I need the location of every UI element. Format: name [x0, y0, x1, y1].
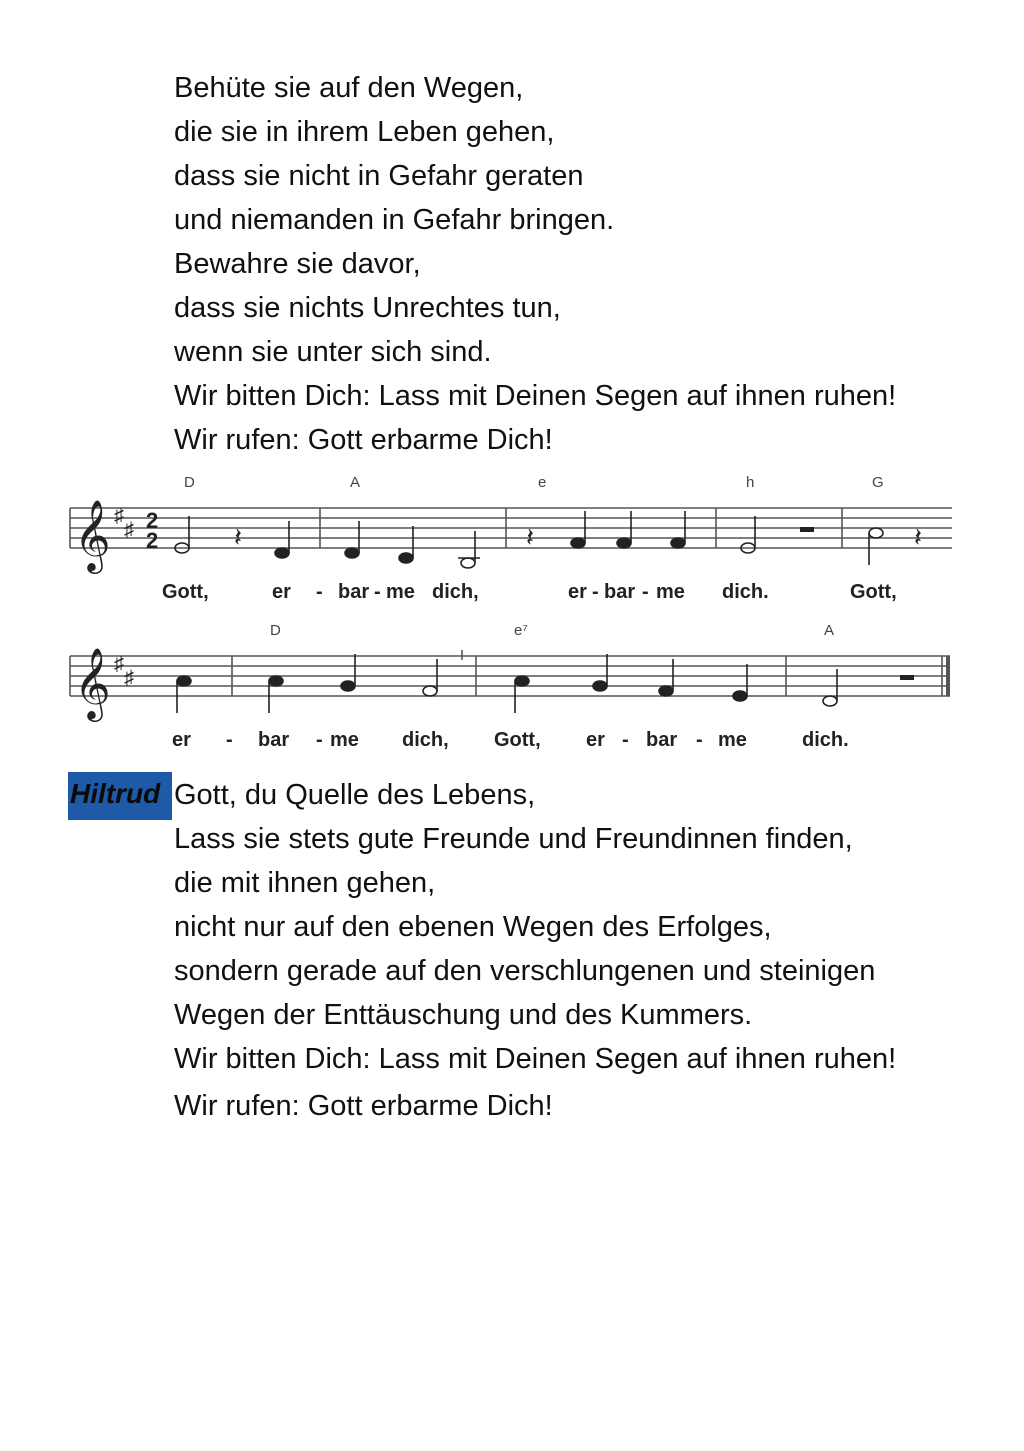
- lyric-syllable: -: [642, 581, 649, 603]
- lyric-syllable: dich,: [402, 729, 449, 751]
- quarter-note-icon: [733, 691, 747, 701]
- chord-symbol: h: [746, 474, 755, 491]
- lyric-syllable: me: [330, 729, 359, 751]
- lyric-syllable: dich.: [722, 581, 769, 603]
- rest-icon: 𝄽: [526, 522, 534, 552]
- rest-icon: 𝄽: [914, 522, 922, 552]
- text-line: Gott, du Quelle des Lebens,: [174, 779, 536, 811]
- text-line: dass sie nicht in Gefahr geraten: [174, 160, 584, 192]
- text-line: und niemanden in Gefahr bringen.: [174, 204, 615, 236]
- treble-clef-icon: 𝄞: [74, 649, 111, 718]
- quarter-note-icon: [341, 681, 355, 691]
- lyric-syllable: -: [622, 729, 629, 751]
- sharp-icon: ♯: [114, 505, 124, 527]
- text-line: nicht nur auf den ebenen Wegen des Erfolges,: [174, 911, 772, 943]
- lyric-syllable: -: [374, 581, 381, 603]
- quarter-note-icon: [399, 553, 413, 563]
- text-line: Lass sie stets gute Freunde und Freundinnen finden,: [174, 823, 853, 855]
- half-note-icon: [461, 558, 475, 568]
- half-note-icon: [823, 696, 837, 706]
- lyric-syllable: er: [172, 729, 191, 751]
- quarter-note-icon: [659, 686, 673, 696]
- lyric-syllable: me: [386, 581, 415, 603]
- music-staff-2: [66, 614, 956, 754]
- text-line: Wir bitten Dich: Lass mit Deinen Segen auf ihnen ruhen!: [174, 1043, 897, 1075]
- lyric-syllable: er: [568, 581, 587, 603]
- lyric-syllable: -: [316, 581, 323, 603]
- half-note-icon: [423, 686, 437, 696]
- speaker-label: Hiltrud: [68, 772, 172, 820]
- quarter-note-icon: [275, 548, 289, 558]
- text-line: die sie in ihrem Leben gehen,: [174, 116, 555, 148]
- quarter-note-icon: [177, 676, 191, 686]
- chord-symbol: G: [872, 474, 884, 491]
- text-line: sondern gerade auf den verschlungenen und steinigen: [174, 955, 876, 987]
- lyric-syllable: bar: [258, 729, 290, 751]
- text-line: Wir rufen: Gott erbarme Dich!: [174, 424, 553, 456]
- quarter-note-icon: [571, 538, 585, 548]
- chord-symbol: A: [824, 622, 835, 639]
- lyric-syllable: bar: [604, 581, 636, 603]
- text-line: Bewahre sie davor,: [174, 248, 421, 280]
- lyric-syllable: er: [272, 581, 291, 603]
- half-rest-icon: [900, 675, 914, 680]
- lyric-syllable: -: [316, 729, 323, 751]
- lyric-syllable: me: [718, 729, 747, 751]
- text-line: Behüte sie auf den Wegen,: [174, 72, 524, 104]
- music-staff-1: [66, 466, 956, 606]
- lyric-syllable: Gott,: [494, 729, 541, 751]
- lyric-syllable: bar: [338, 581, 370, 603]
- rest-icon: 𝄽: [234, 522, 242, 552]
- sharp-icon: ♯: [114, 653, 124, 675]
- quarter-note-icon: [515, 676, 529, 686]
- lyric-syllable: -: [592, 581, 599, 603]
- lyric-syllable: dich,: [432, 581, 479, 603]
- chord-symbol: e⁷: [514, 622, 528, 639]
- text-line: dass sie nichts Unrechtes tun,: [174, 292, 561, 324]
- half-rest-icon: [800, 527, 814, 532]
- chord-symbol: e: [538, 474, 547, 491]
- quarter-note-icon: [593, 681, 607, 691]
- treble-clef-icon: 𝄞: [74, 501, 111, 570]
- lyric-syllable: Gott,: [162, 581, 209, 603]
- chord-symbol: D: [270, 622, 281, 639]
- lyric-syllable: -: [696, 729, 703, 751]
- lyric-syllable: dich.: [802, 729, 849, 751]
- lyric-syllable: er: [586, 729, 605, 751]
- quarter-note-icon: [671, 538, 685, 548]
- lyric-syllable: me: [656, 581, 685, 603]
- sharp-icon: ♯: [124, 519, 134, 541]
- text-line: Wegen der Enttäuschung und des Kummers.: [174, 999, 753, 1031]
- text-line: die mit ihnen gehen,: [174, 867, 436, 899]
- time-signature-icon: 2: [146, 528, 159, 553]
- quarter-note-icon: [617, 538, 631, 548]
- chord-symbol: D: [184, 474, 195, 491]
- text-line: Wir rufen: Gott erbarme Dich!: [174, 1090, 553, 1122]
- lyric-syllable: Gott,: [850, 581, 897, 603]
- lyric-syllable: bar: [646, 729, 678, 751]
- lyric-syllable: -: [226, 729, 233, 751]
- half-note-icon: [869, 528, 883, 538]
- quarter-note-icon: [269, 676, 283, 686]
- sharp-icon: ♯: [124, 667, 134, 689]
- chord-symbol: A: [350, 474, 361, 491]
- quarter-note-icon: [345, 548, 359, 558]
- text-line: Wir bitten Dich: Lass mit Deinen Segen auf ihnen ruhen!: [174, 380, 897, 412]
- time-signature-icon: 2: [146, 508, 159, 533]
- text-line: wenn sie unter sich sind.: [174, 336, 492, 368]
